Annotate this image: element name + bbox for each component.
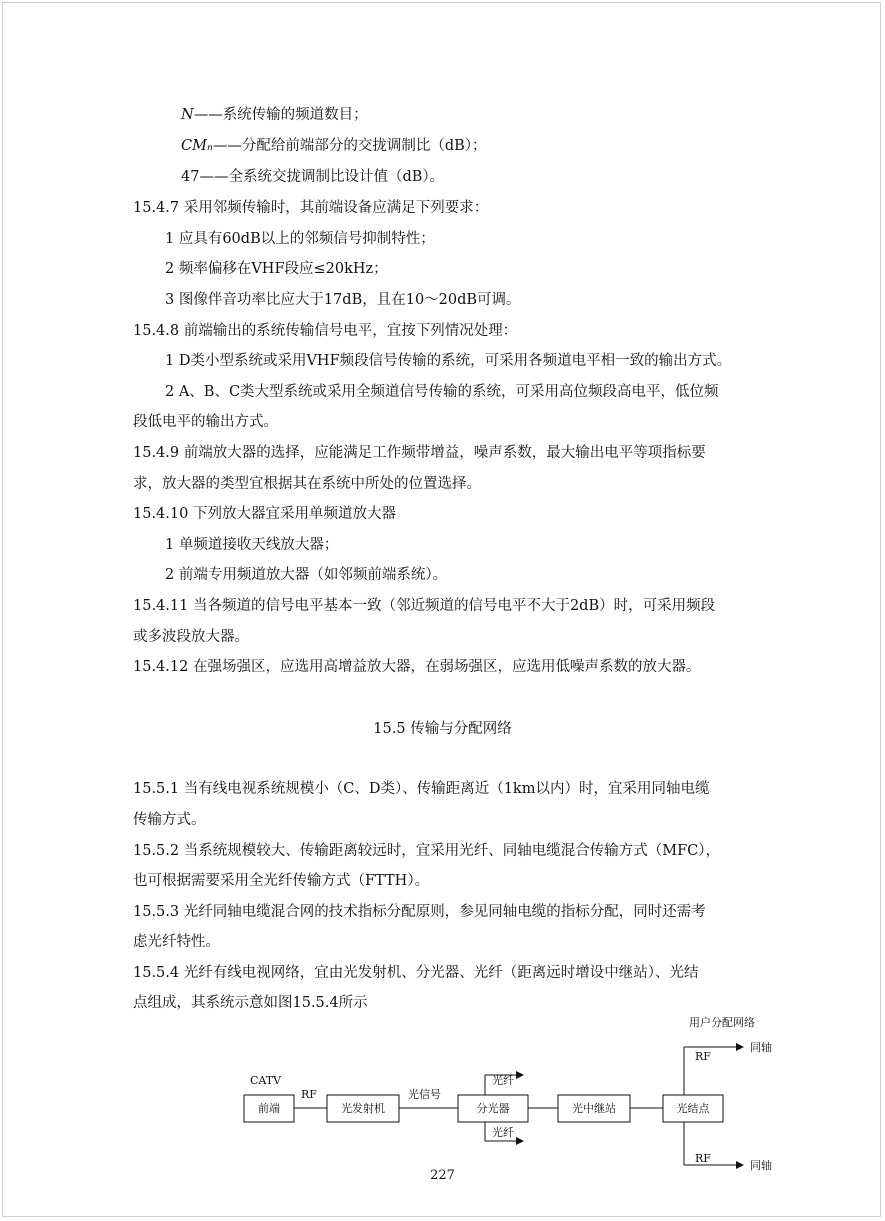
clause-15-4-8: 15.4.8 前端输出的系统传输信号电平，宜按下列情况处理： <box>133 323 518 339</box>
clause-cont: 传输方式。 <box>133 812 206 828</box>
clause-cont: 也可根据需要采用全光纤传输方式（FTTH）。 <box>133 873 430 889</box>
box-label-transmitter: 光发射机 <box>341 1102 385 1115</box>
label-fiber-top: 光纤 <box>492 1074 514 1087</box>
clause-15-4-9: 15.4.9 前端放大器的选择，应能满足工作频带增益，噪声系数，最大输出电平等项指标要 <box>133 445 706 461</box>
list-item: 1 D类小型系统或采用VHF频段信号传输的系统，可采用各频道电平相一致的输出方式。 <box>165 353 732 369</box>
def-symbol: N <box>181 107 194 123</box>
clause-15-4-7: 15.4.7 采用邻频传输时，其前端设备应满足下列要求： <box>133 200 489 216</box>
label-coax-bottom: 同轴 <box>750 1159 772 1172</box>
list-item: 3 图像伴音功率比应大于17dB，且在10～20dB可调。 <box>165 292 521 308</box>
list-item: 2 前端专用频道放大器（如邻频前端系统）。 <box>165 567 448 583</box>
def-text: ——系统传输的频道数目； <box>193 107 368 123</box>
clause-15-5-4: 15.5.4 光纤有线电视网络，宜由光发射机、分光器、光纤（距离远时增设中继站）、光结 <box>133 965 699 981</box>
clause-cont: 虑光纤特性。 <box>133 934 220 950</box>
clause-15-5-3: 15.5.3 光纤同轴电缆混合网的技术指标分配原则，参见同轴电缆的指标分配，同时还需考 <box>133 904 706 920</box>
label-user-network: 用户分配网络 <box>689 1016 755 1029</box>
clause-15-4-12: 15.4.12 在强场强区，应选用高增益放大器，在弱场强区，应选用低噪声系数的放大器。 <box>133 659 701 675</box>
label-rf-top: RF <box>695 1050 711 1063</box>
list-item: 2 A、B、C类大型系统或采用全频道信号传输的系统，可采用高位频段高电平，低位频 <box>165 384 719 400</box>
clause-15-4-11: 15.4.11 当各频道的信号电平基本一致（邻近频道的信号电平不大于2dB）时，可采用频段 <box>133 598 716 614</box>
label-fiber-bottom: 光纤 <box>492 1126 514 1139</box>
list-item: 1 应具有60dB以上的邻频信号抑制特性； <box>165 231 435 247</box>
list-item: 1 单频道接收天线放大器； <box>165 537 339 553</box>
box-label-headend: 前端 <box>258 1102 280 1115</box>
box-label-relay: 光中继站 <box>572 1102 616 1115</box>
clause-15-5-1: 15.5.1 当有线电视系统规模小（C、D类）、传输距离近（1km以内）时，宜采用同轴电缆 <box>133 781 710 797</box>
def-symbol: 47 <box>181 169 200 185</box>
label-coax-top: 同轴 <box>750 1041 772 1054</box>
label-catv: CATV <box>250 1074 282 1087</box>
box-label-node: 光结点 <box>676 1102 710 1115</box>
clause-cont: 求，放大器的类型宜根据其在系统中所处的位置选择。 <box>133 476 481 492</box>
clause-15-4-10: 15.4.10 下列放大器宜采用单频道放大器 <box>133 506 396 522</box>
label-light-signal: 光信号 <box>408 1088 441 1101</box>
def-text: ——全系统交拢调制比设计值（dB）。 <box>199 169 445 185</box>
page-number: 227 <box>430 1168 455 1183</box>
list-item-cont: 段低电平的输出方式。 <box>133 414 278 430</box>
def-text: ——分配给前端部分的交拢调制比（dB）； <box>212 138 487 154</box>
clause-cont: 点组成，其系统示意如图15.5.4所示 <box>133 995 368 1011</box>
clause-cont: 或多波段放大器。 <box>133 629 249 645</box>
section-heading: 15.5 传输与分配网络 <box>373 721 512 737</box>
def-symbol: CMₙ <box>181 138 213 154</box>
box-label-splitter: 分光器 <box>476 1102 510 1115</box>
clause-15-5-2: 15.5.2 当系统规模较大、传输距离较远时，宜采用光纤、同轴电缆混合传输方式（MFC）， <box>133 843 720 859</box>
label-rf-input: RF <box>301 1088 317 1101</box>
list-item: 2 频率偏移在VHF段应≤20kHz； <box>165 261 388 277</box>
label-rf-bottom: RF <box>695 1152 711 1165</box>
